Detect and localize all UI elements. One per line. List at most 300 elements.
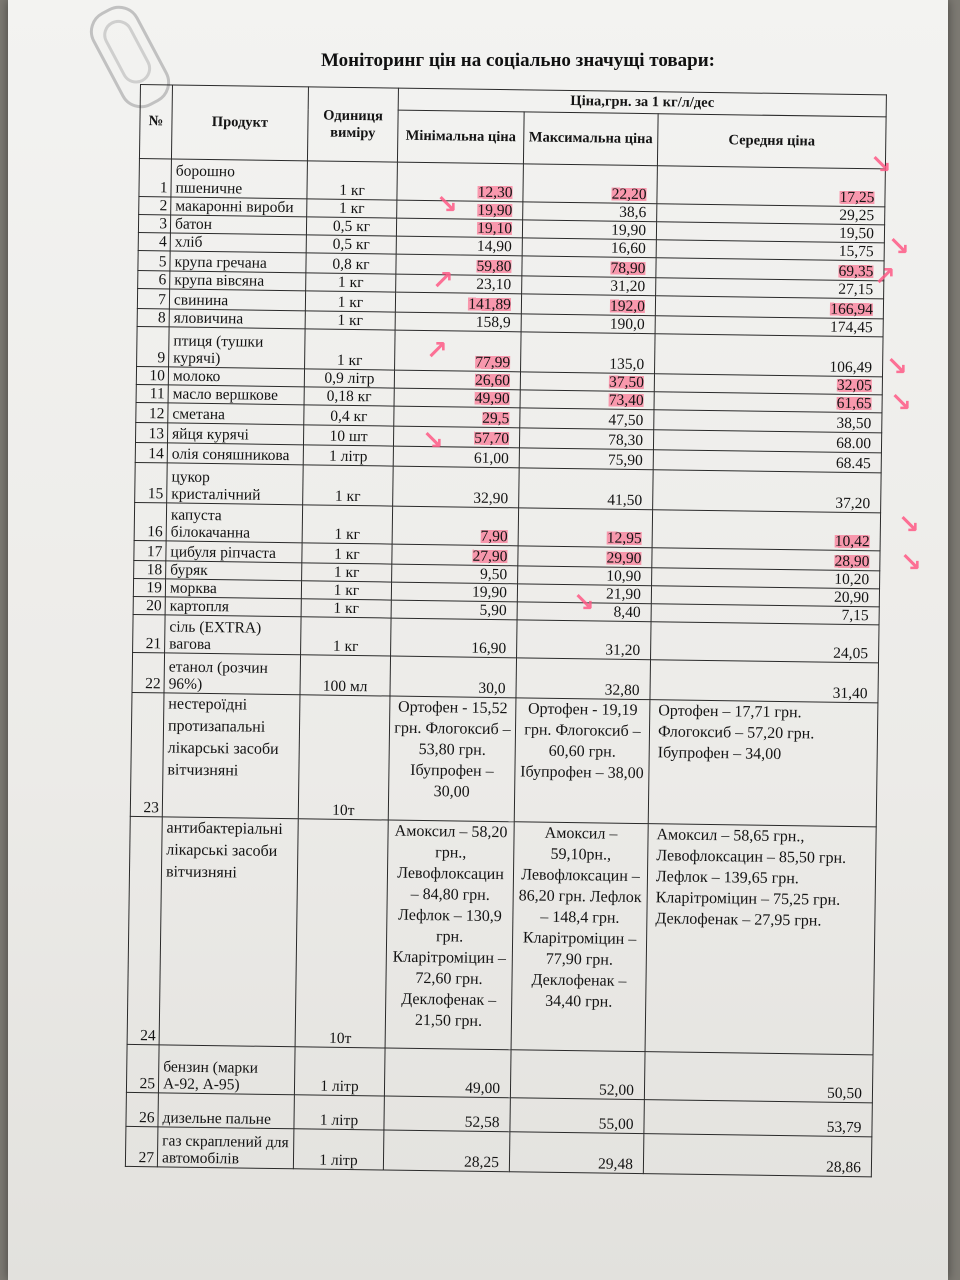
row-number-text: 4 bbox=[158, 233, 167, 251]
unit-text: 1 кг bbox=[336, 351, 363, 370]
price-min bbox=[390, 656, 517, 698]
unit bbox=[306, 273, 396, 292]
price-avg-text: 10,42 bbox=[834, 532, 870, 551]
price-max-text: 55,00 bbox=[598, 1115, 634, 1133]
row-number bbox=[137, 326, 170, 366]
product-name-text: морква bbox=[169, 579, 217, 598]
price-min bbox=[395, 292, 521, 314]
highlight-arrow-icon: ↘ bbox=[898, 510, 920, 540]
price-max-text: 12,95 bbox=[606, 529, 642, 548]
price-avg-text: 68.00 bbox=[836, 434, 872, 453]
price-min-text: 141,89 bbox=[468, 295, 512, 314]
price-max bbox=[519, 428, 653, 450]
unit-text: 0,5 кг bbox=[332, 217, 371, 236]
price-min bbox=[391, 582, 517, 602]
price-max-text: 10,90 bbox=[606, 567, 642, 586]
unit bbox=[295, 819, 388, 1048]
row-number bbox=[130, 692, 164, 816]
price-max bbox=[520, 408, 654, 430]
row-number-text: 2 bbox=[159, 197, 168, 215]
price-avg bbox=[643, 1134, 872, 1177]
row-number-text: 25 bbox=[139, 1075, 156, 1093]
price-max bbox=[522, 276, 656, 296]
unit bbox=[305, 329, 396, 370]
price-avg bbox=[652, 510, 881, 551]
row-number-text: 13 bbox=[148, 425, 165, 443]
unit bbox=[293, 1129, 384, 1170]
row-number bbox=[138, 270, 170, 288]
unit bbox=[298, 695, 390, 820]
unit bbox=[303, 465, 394, 506]
row-number bbox=[138, 232, 170, 250]
product-name bbox=[158, 1093, 294, 1129]
price-max bbox=[523, 164, 658, 204]
price-min-text: 52,58 bbox=[464, 1113, 500, 1132]
highlight-arrow-icon: ↘ bbox=[870, 150, 892, 180]
unit bbox=[306, 253, 396, 274]
row-number bbox=[127, 816, 162, 1044]
price-max bbox=[522, 220, 656, 240]
price-min bbox=[397, 162, 524, 202]
unit-text: 10 шт bbox=[329, 427, 368, 446]
row-number bbox=[126, 1092, 158, 1126]
price-avg-text: 69,35 bbox=[838, 262, 874, 281]
price-avg bbox=[651, 622, 880, 663]
product-name-text: масло вершкове bbox=[172, 385, 279, 404]
row-number-text: 9 bbox=[157, 349, 166, 367]
row-number bbox=[136, 384, 168, 402]
product-name-text: свинина bbox=[173, 291, 229, 310]
row-number-text: 5 bbox=[158, 253, 167, 271]
price-avg-text: 19,50 bbox=[838, 224, 875, 243]
unit-text: 1 кг bbox=[333, 599, 360, 618]
product-name bbox=[168, 385, 304, 405]
price-max bbox=[521, 314, 655, 334]
product-name bbox=[171, 159, 308, 199]
product-name bbox=[170, 215, 306, 235]
row-number bbox=[134, 560, 166, 578]
unit-text: 1 літр bbox=[320, 1077, 359, 1096]
price-max bbox=[518, 546, 652, 568]
price-avg-text: 53,79 bbox=[826, 1118, 862, 1137]
row-number-text: 6 bbox=[158, 271, 167, 289]
row-number bbox=[139, 196, 171, 214]
highlight-arrow-icon: ↗ bbox=[432, 266, 454, 296]
highlight-arrow-icon: ↘ bbox=[422, 426, 444, 456]
unit-text: 100 мл bbox=[322, 677, 368, 696]
unit-text: 10т bbox=[332, 801, 355, 820]
product-name bbox=[167, 443, 303, 465]
unit bbox=[305, 311, 395, 330]
row-number-text: 22 bbox=[145, 675, 161, 693]
price-avg-text: 68.45 bbox=[835, 454, 871, 473]
row-number bbox=[125, 1126, 158, 1166]
product-name bbox=[170, 251, 306, 273]
product-name bbox=[169, 289, 305, 311]
header-unit: Одиниця виміру bbox=[307, 87, 398, 162]
unit-text: 1 кг bbox=[337, 273, 364, 292]
unit-text: 1 кг bbox=[337, 311, 364, 330]
price-min bbox=[395, 330, 522, 372]
row-number bbox=[137, 308, 169, 326]
unit bbox=[306, 217, 396, 236]
row-number bbox=[135, 462, 168, 502]
row-number-text: 23 bbox=[143, 799, 160, 817]
unit-text: 0,5 кг bbox=[332, 235, 370, 254]
product-name-text: яйця курячі bbox=[171, 425, 250, 444]
product-name-text: борошно пшеничне bbox=[175, 162, 243, 198]
product-name bbox=[166, 541, 302, 563]
price-max-text: 37,50 bbox=[608, 373, 644, 392]
product-name-text: сметана bbox=[172, 405, 226, 424]
product-name-text: антибактеріальні лікарські засоби вітчизняні bbox=[165, 819, 283, 882]
price-min bbox=[385, 820, 514, 1050]
product-name bbox=[164, 653, 301, 695]
price-min bbox=[394, 370, 520, 390]
price-max-text: 190,0 bbox=[609, 315, 645, 334]
row-number bbox=[138, 250, 170, 270]
unit bbox=[303, 445, 393, 466]
price-min-text: 30,0 bbox=[478, 679, 506, 698]
row-number bbox=[132, 652, 165, 692]
product-name bbox=[159, 817, 298, 1047]
row-number-text: 18 bbox=[146, 561, 163, 579]
price-max-text: 135,0 bbox=[609, 355, 645, 374]
unit-text: 0,18 кг bbox=[326, 387, 372, 406]
product-name-text: яловичина bbox=[173, 309, 244, 328]
price-max bbox=[521, 294, 655, 316]
price-avg-text: 20,90 bbox=[833, 588, 870, 607]
price-max bbox=[516, 658, 651, 700]
product-name bbox=[166, 561, 302, 581]
row-number-text: 26 bbox=[138, 1109, 155, 1127]
row-number bbox=[133, 578, 165, 596]
product-name bbox=[166, 503, 303, 543]
unit-text: 1 літр bbox=[319, 1151, 358, 1170]
price-max-text: 29,48 bbox=[597, 1155, 634, 1173]
row-number bbox=[133, 596, 165, 614]
price-min bbox=[393, 466, 520, 508]
unit bbox=[304, 405, 394, 426]
price-max-text: 78,90 bbox=[610, 259, 646, 278]
price-max-text: 192,0 bbox=[609, 297, 646, 316]
price-max-text: 29,90 bbox=[606, 549, 642, 568]
price-avg bbox=[645, 824, 876, 1055]
product-name bbox=[165, 597, 301, 617]
price-min-text: 28,25 bbox=[463, 1153, 500, 1172]
price-min-text: 19,90 bbox=[471, 583, 508, 602]
price-max-text: 31,20 bbox=[610, 277, 646, 296]
price-avg-text: 28,86 bbox=[825, 1158, 862, 1177]
row-number bbox=[136, 402, 168, 422]
product-name bbox=[167, 463, 304, 505]
price-min-text: Ортофен - 15,52 грн. Флогоксиб – 53,80 грн. Ібупрофен – 30,00 bbox=[394, 698, 511, 801]
price-max-text: Ортофен - 19,19 грн. Флогоксиб – 60,60 грн. Ібупрофен – 38,00 bbox=[520, 700, 644, 783]
product-name-text: бензин (марки А-92, А-95) bbox=[162, 1058, 259, 1094]
price-min bbox=[397, 200, 523, 220]
row-number bbox=[134, 540, 166, 560]
price-max bbox=[520, 390, 654, 410]
price-max bbox=[522, 238, 656, 258]
price-avg-text: 29,25 bbox=[839, 206, 875, 225]
price-min bbox=[384, 1096, 510, 1132]
row-number bbox=[135, 422, 167, 442]
product-name-text: цукор кристалічний bbox=[171, 468, 261, 504]
unit bbox=[301, 599, 391, 618]
header-max: Максимальна ціна bbox=[523, 112, 658, 166]
row-number-text: 19 bbox=[146, 579, 163, 597]
price-max-text: 41,50 bbox=[607, 491, 643, 510]
price-min-text: Амоксил – 58,20 грн., Левофлоксацин – 84,80 грн. Лефлок – 130,9 грн. Кларітроміцин – 72,60 грн. Деклофенак – 21,50 грн. bbox=[392, 822, 508, 1030]
price-max-text: 22,20 bbox=[611, 185, 647, 204]
row-number-text: 10 bbox=[149, 367, 166, 385]
price-max-text: 32,80 bbox=[604, 681, 640, 700]
row-number-text: 12 bbox=[148, 405, 165, 423]
price-min-text: 16,90 bbox=[471, 639, 507, 658]
header-avg: Середня ціна bbox=[657, 114, 886, 169]
price-min bbox=[383, 1130, 510, 1172]
row-number-text: 15 bbox=[147, 485, 164, 503]
row-number-text: 3 bbox=[159, 215, 168, 233]
product-name-text: хліб bbox=[174, 233, 203, 251]
price-min bbox=[384, 1048, 511, 1098]
highlight-arrow-icon: ↘ bbox=[888, 232, 910, 262]
price-max-text: 21,90 bbox=[605, 585, 642, 604]
product-name bbox=[171, 197, 307, 217]
price-avg-text: Амоксил – 58,65 грн., Левофлоксацин – 85,50 грн. Лефлок – 139,65 грн. Кларітроміцин – 75,25 грн. Деклофенак – 27,95 грн. bbox=[655, 826, 847, 930]
product-name-text: макаронні вироби bbox=[175, 197, 294, 217]
row-number bbox=[139, 158, 172, 196]
price-max bbox=[518, 508, 653, 548]
product-name-text: цибуля ріпчаста bbox=[170, 543, 277, 562]
price-avg bbox=[648, 700, 878, 827]
price-min-text: 26,60 bbox=[474, 371, 511, 390]
price-min bbox=[392, 506, 519, 546]
unit-text: 1 кг bbox=[334, 525, 361, 544]
product-name bbox=[168, 403, 304, 425]
product-name bbox=[169, 327, 306, 369]
unit bbox=[302, 543, 392, 564]
price-max bbox=[517, 620, 652, 660]
price-min-text: 29,5 bbox=[482, 409, 510, 428]
row-number bbox=[135, 442, 167, 462]
price-max-text: 31,20 bbox=[605, 641, 641, 660]
price-min-text: 59,80 bbox=[476, 257, 512, 276]
price-avg bbox=[653, 470, 882, 513]
price-max bbox=[509, 1132, 644, 1174]
unit-text: 1 кг bbox=[337, 293, 364, 312]
unit-text: 1 кг bbox=[333, 563, 360, 582]
product-name-text: сіль (EXTRA) вагова bbox=[169, 618, 262, 654]
price-min-text: 49,00 bbox=[465, 1079, 501, 1098]
row-number bbox=[133, 614, 166, 652]
unit bbox=[300, 655, 391, 696]
row-number-text: 24 bbox=[140, 1027, 156, 1045]
unit bbox=[302, 563, 392, 582]
header-product: Продукт bbox=[171, 85, 308, 161]
price-min-text: 158,9 bbox=[475, 313, 511, 332]
header-num: № bbox=[139, 85, 172, 159]
product-name bbox=[157, 1127, 294, 1169]
product-name-text: газ скраплений для автомобілів bbox=[161, 1132, 289, 1168]
price-min-text: 32,90 bbox=[473, 489, 509, 508]
product-name-text: етанол (розчин 96%) bbox=[168, 658, 269, 693]
price-max-text: 75,90 bbox=[607, 451, 643, 470]
header-min: Мінімальна ціна bbox=[397, 110, 524, 164]
price-min bbox=[392, 564, 518, 584]
price-avg bbox=[655, 334, 884, 377]
row-number-text: 11 bbox=[149, 385, 165, 403]
product-name bbox=[165, 579, 301, 599]
price-min-text: 7,90 bbox=[480, 527, 508, 546]
unit-text: 0,4 кг bbox=[330, 407, 368, 426]
row-number-text: 21 bbox=[145, 635, 162, 653]
highlight-arrow-icon: ↘ bbox=[886, 352, 908, 382]
row-number-text: 14 bbox=[148, 445, 164, 463]
highlight-arrow-icon: ↗ bbox=[426, 336, 448, 366]
product-name-text: капуста білокачанна bbox=[170, 506, 251, 542]
price-avg bbox=[644, 1100, 872, 1137]
product-name bbox=[167, 423, 303, 445]
price-min-text: 14,90 bbox=[476, 237, 512, 256]
row-number-text: 8 bbox=[157, 309, 166, 327]
header-price-group: Ціна,грн. за 1 кг/л/дес bbox=[398, 88, 886, 117]
product-name bbox=[170, 271, 306, 291]
price-avg-text: Ортофен – 17,71 грн. Флогоксиб – 57,20 грн. Ібупрофен – 34,00 bbox=[657, 702, 815, 764]
product-name bbox=[168, 367, 304, 387]
price-min bbox=[388, 696, 516, 822]
price-max-text: 73,40 bbox=[608, 391, 644, 410]
price-max bbox=[521, 332, 656, 374]
product-name-text: крупа вівсяна bbox=[174, 271, 265, 290]
price-min bbox=[391, 600, 517, 620]
product-name-text: олія соняшникова bbox=[171, 445, 290, 465]
price-min bbox=[396, 218, 522, 238]
highlight-arrow-icon: ↘ bbox=[573, 588, 595, 618]
price-avg-text: 38,50 bbox=[836, 414, 872, 433]
price-max bbox=[510, 1098, 644, 1134]
price-min-text: 27,90 bbox=[472, 547, 508, 566]
row-number bbox=[138, 214, 170, 232]
unit-text: 1 літр bbox=[329, 447, 368, 466]
unit bbox=[301, 581, 391, 600]
table-row bbox=[127, 816, 876, 1054]
product-name bbox=[158, 1045, 295, 1095]
unit bbox=[305, 291, 395, 312]
price-min bbox=[393, 446, 519, 468]
unit-text: 1 літр bbox=[319, 1111, 359, 1130]
price-avg-text: 61,65 bbox=[836, 394, 872, 413]
row-number bbox=[126, 1044, 159, 1092]
price-avg-text: 166,94 bbox=[830, 300, 874, 319]
price-max-text: Амоксил – 59,10рн., Левофлоксацин – 86,20 грн. Лефлок – 148,4 грн. Кларітроміцин – 77,90 грн. Деклофенак – 34,40 грн. bbox=[518, 824, 642, 1011]
table-body bbox=[125, 158, 885, 1176]
unit bbox=[304, 387, 394, 406]
price-min-text: 5,90 bbox=[479, 601, 507, 620]
unit-text: 1 кг bbox=[332, 637, 359, 656]
unit bbox=[306, 235, 396, 254]
price-avg-text: 37,20 bbox=[835, 494, 871, 513]
unit bbox=[294, 1095, 384, 1130]
product-name-text: нестероїдні протизапальні лікарські засоби вітчизняні bbox=[167, 695, 279, 780]
product-name-text: молоко bbox=[172, 367, 221, 386]
table-row bbox=[130, 692, 878, 826]
product-name bbox=[162, 693, 300, 819]
product-name bbox=[169, 309, 305, 329]
price-max bbox=[514, 698, 650, 824]
page-title: Моніторинг цін на соціально значущі товари: bbox=[321, 50, 715, 71]
unit bbox=[294, 1047, 385, 1096]
product-name-text: батон bbox=[174, 215, 213, 234]
row-number-text: 20 bbox=[146, 597, 162, 615]
product-name bbox=[170, 233, 306, 253]
price-avg-text: 174,45 bbox=[829, 318, 873, 337]
product-name-text: птиця (тушки курячі) bbox=[173, 332, 264, 368]
row-number bbox=[136, 366, 168, 384]
price-avg-text: 106,49 bbox=[829, 358, 873, 377]
price-avg-text: 15,75 bbox=[838, 242, 874, 261]
price-max-text: 47,50 bbox=[608, 411, 644, 430]
row-number bbox=[134, 502, 167, 540]
price-min bbox=[394, 406, 520, 428]
highlight-arrow-icon: ↗ bbox=[874, 262, 896, 292]
price-avg-text: 50,50 bbox=[826, 1084, 863, 1103]
price-max-text: 16,60 bbox=[610, 239, 646, 258]
row-number-text: 27 bbox=[138, 1149, 155, 1167]
unit bbox=[301, 617, 392, 656]
price-avg bbox=[650, 660, 879, 703]
unit-text: 1 кг bbox=[334, 487, 361, 506]
price-min-text: 61,00 bbox=[473, 449, 509, 468]
price-max bbox=[519, 448, 653, 470]
price-min bbox=[396, 274, 522, 294]
price-min bbox=[394, 388, 520, 408]
unit-text: 1 кг bbox=[334, 545, 360, 564]
price-min-text: 19,10 bbox=[477, 219, 513, 238]
unit-text: 1 кг bbox=[339, 181, 365, 200]
price-avg-text: 17,25 bbox=[839, 188, 875, 207]
price-avg-text: 7,15 bbox=[841, 606, 869, 625]
price-max bbox=[520, 372, 654, 392]
unit-text: 1 кг bbox=[333, 581, 360, 600]
paper-sheet bbox=[8, 0, 948, 1280]
price-max-text: 78,30 bbox=[608, 431, 644, 450]
price-max bbox=[523, 202, 657, 222]
unit-text: 0,9 літр bbox=[324, 369, 375, 388]
price-max-text: 38,6 bbox=[619, 203, 647, 222]
price-min-text: 49,90 bbox=[474, 389, 510, 408]
unit bbox=[304, 369, 394, 388]
price-avg bbox=[644, 1052, 873, 1103]
price-table bbox=[125, 84, 887, 1177]
price-avg bbox=[657, 166, 886, 207]
price-avg-text: 10,20 bbox=[834, 570, 870, 589]
price-min bbox=[391, 618, 518, 658]
row-number bbox=[137, 288, 169, 308]
unit-text: 0,8 кг bbox=[332, 255, 370, 274]
price-max bbox=[518, 566, 652, 586]
price-min-text: 12,30 bbox=[477, 183, 513, 202]
price-min-text: 57,70 bbox=[474, 429, 510, 448]
price-max bbox=[519, 468, 654, 510]
unit-text: 10т bbox=[328, 1029, 352, 1048]
price-min-text: 9,50 bbox=[479, 565, 508, 584]
price-min bbox=[393, 426, 519, 448]
price-min-text: 19,90 bbox=[477, 201, 513, 220]
unit bbox=[307, 199, 397, 218]
price-min bbox=[395, 312, 521, 332]
price-avg-text: 31,40 bbox=[832, 684, 868, 703]
